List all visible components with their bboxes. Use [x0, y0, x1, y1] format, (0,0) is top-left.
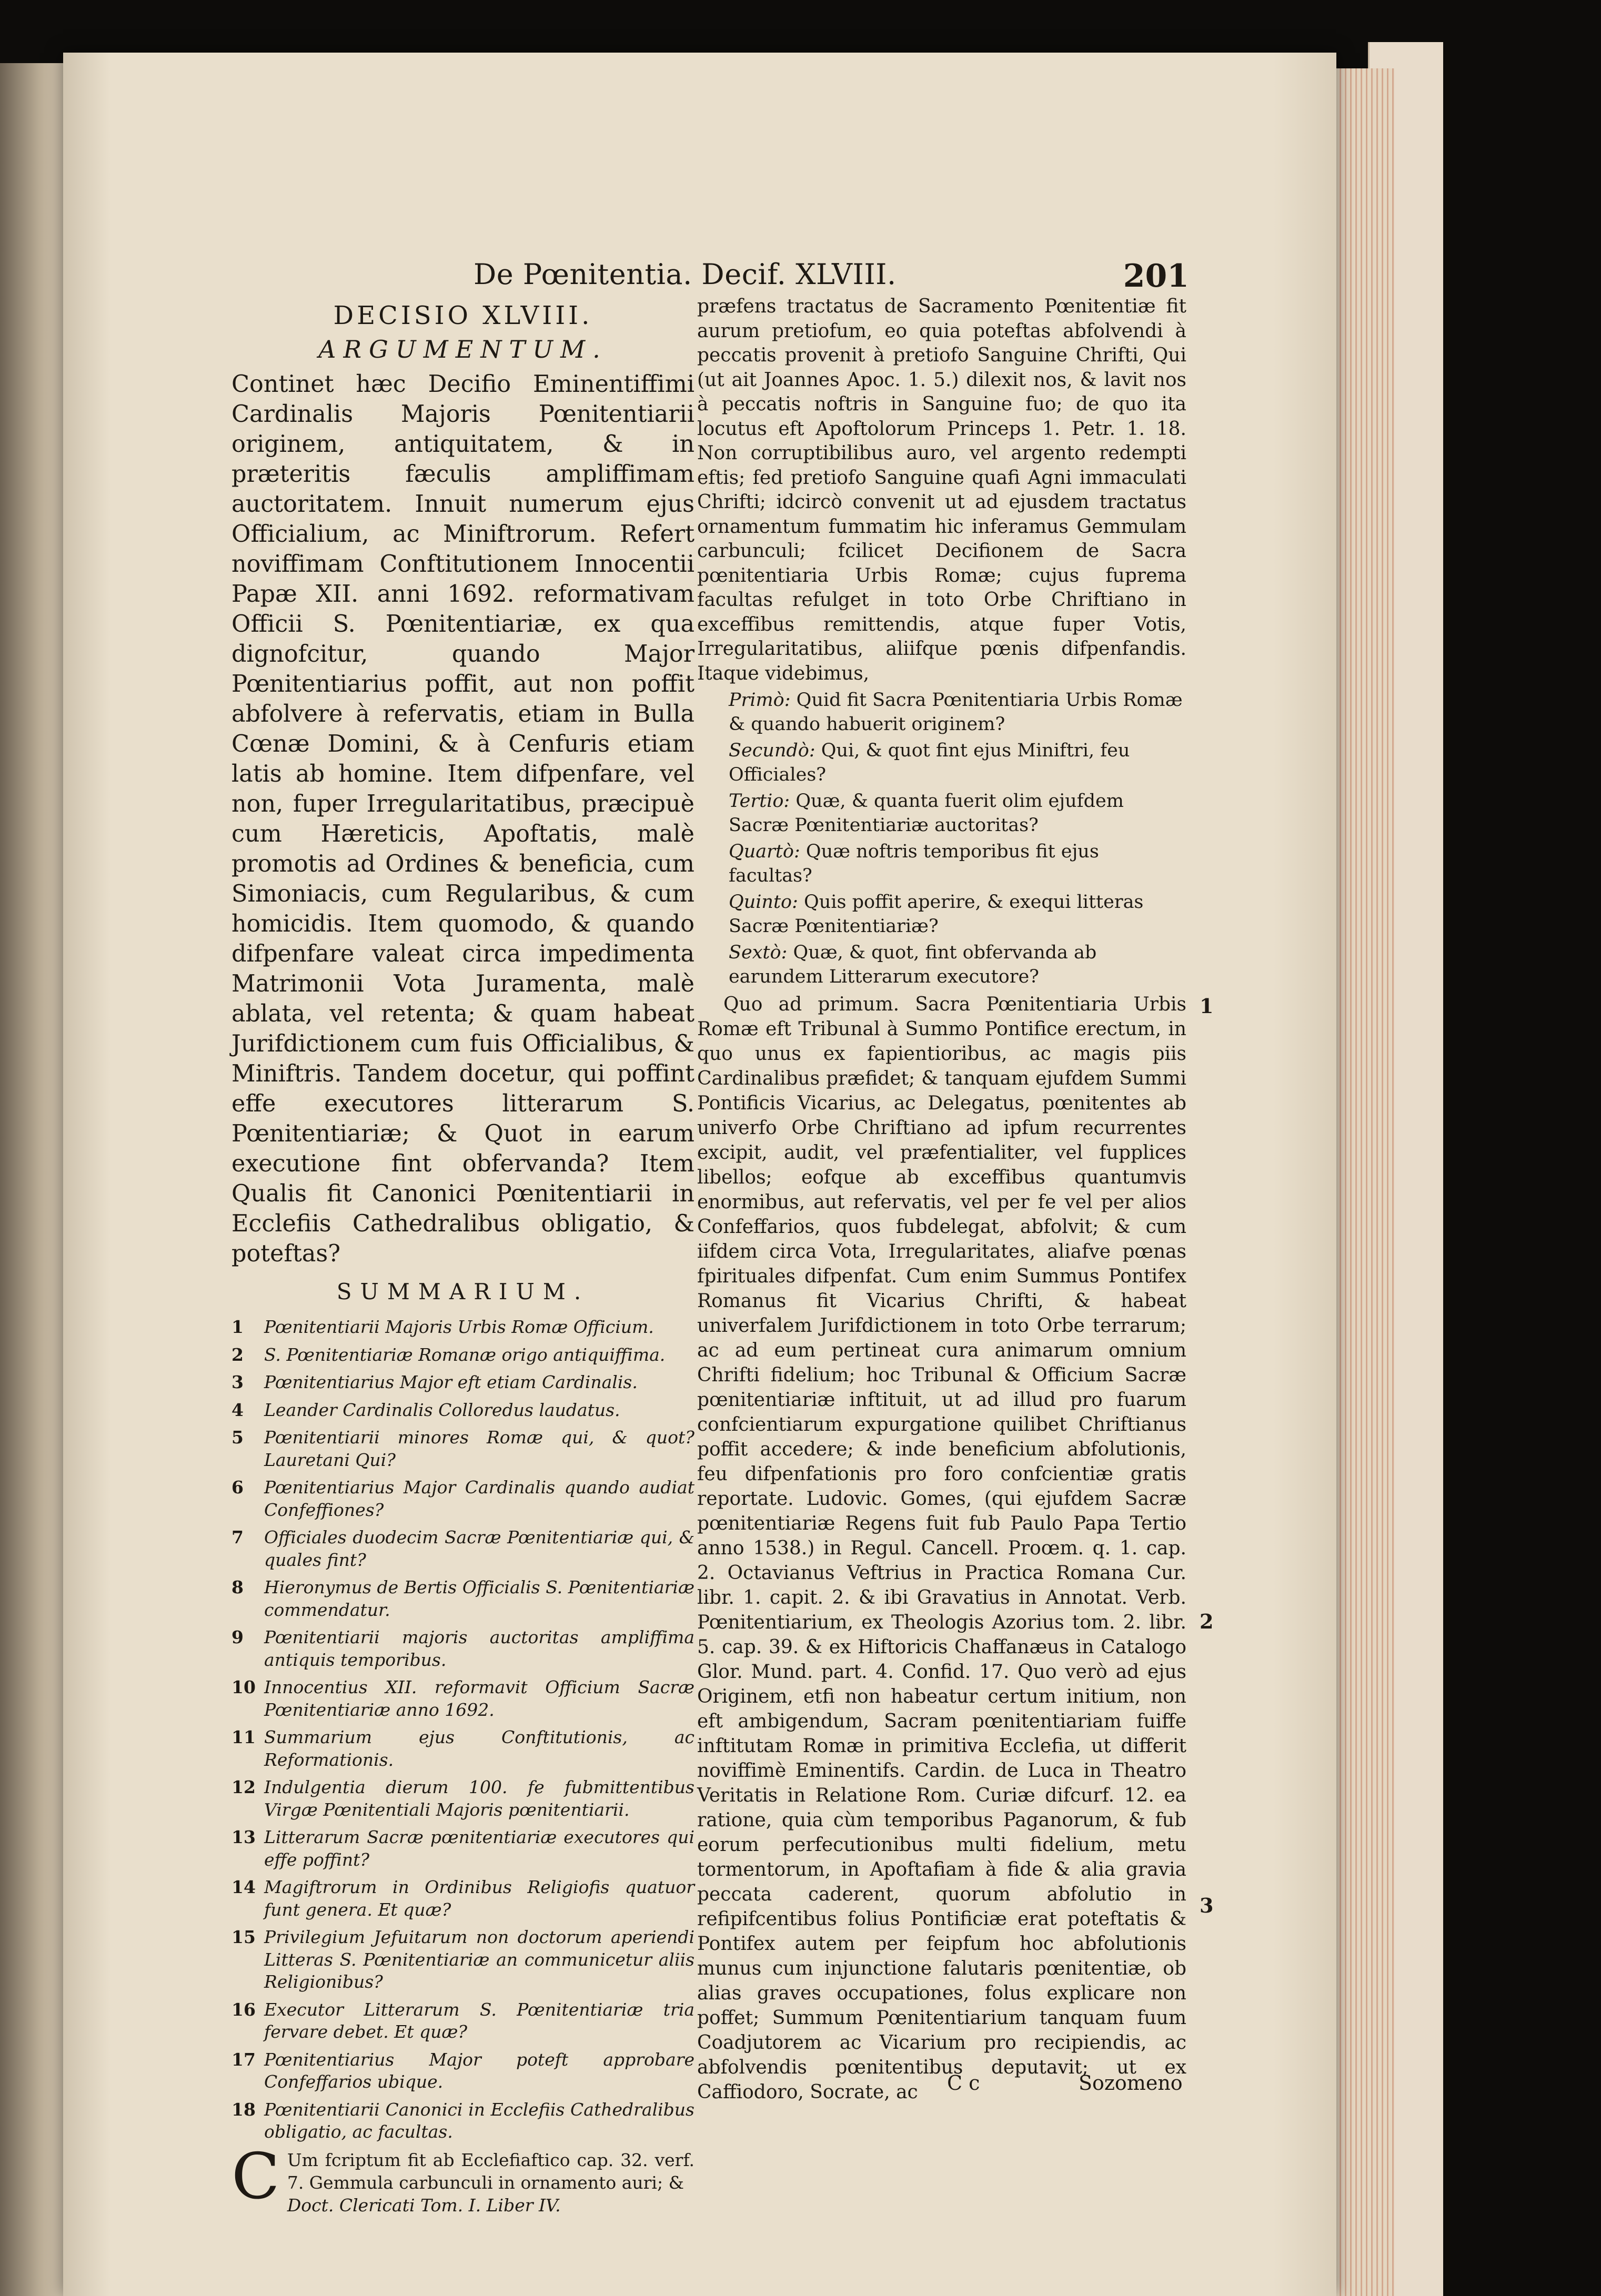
body-paragraph: Quo ad primum. Sacra Pœnitentiaria Urbis Romæ eft Tribunal à Summo Pontifice erectum, in quo unus ex fapientioribus, ac magis piis Cardinalibus præfidet; & tanquam ejufdem Summi Pontificis Vicarius, ac Delegatus, pœnitentes ab univerfo Orbe Chriftiano ad ipfum recurrentes excipit, audit, vel præfentialiter, vel fupplices libellos; eofque ab exceffibus quantumvis enormibus, aut refervatis, vel per fe vel per alios Confeffarios, quos fubdelegat, abfolvit; & cum iifdem circa Vota, Irregularitates, aliafve pœnas fpirituales difpenfat. Cum enim Summus Pontifex Romanus fit Vicarius Chrifti, & habeat univerfalem Jurifdictionem in toto Orbe terrarum; ac ad eum pertineat cura animarum omnium Chrifti fidelium; hoc Tribunal & Officium Sacræ pœnitentiariæ inftituit, ut ad illud pro fuarum confcientiarum expurgatione quilibet Chriftianus poffit accedere; & inde beneficium abfolutionis, feu difpenfationis pro foro confcientiæ gratis reportate. Ludovic. Gomes, (qui ejufdem Sacræ pœnitentiariæ Regens fuit fub Paulo Papa Tertio anno 1538.) in Regul. Cancell. Proœm. q. 1. cap. 2. Octavianus Veftrius in Practica Romana Cur. libr. 1. capit. 2. & ibi Gravatius in Annotat. Verb. Pœnitentiarium, ex Theologis Azorius tom. 2. libr. 5. cap. 39. & ex Hiftoricis Chaffanæus in Catalogo Glor. Mund. part. 4. Confid. 17. Quo verò ad ejus Originem, etfi non habeatur certum initium, non eft ambigendum, Sacram pœnitentiariam fuiffe inftitutam Romæ in primitiva Ecclefia, ut differit noviffimè Eminentifs. Cardin. de Luca in Theatro Veritatis in Relatione Rom. Curiæ difcurf. 12. ea ratione, quia cùm temporibus Paganorum, & fub eorum perfecutionibus multi fidelium, metu tormentorum, in Apoftafiam à fide & alia gravia peccata caderent, quorum abfolutio in refipifcentibus folius Pontificiæ erat poteftatis & Pontifex autem per feipfum hoc abfolutionis munus cum injunctione falutaris pœnitentiæ, ob alias graves occupationes, folus explicare non poffet; Summum Pœnitentiarium tanquam fuum Coadjutorem ac Vicarium pro recipiendis, ac abfolvendis pœnitentibus deputavit; ut ex Caffiodoro, Socrate, ac	[697, 994, 1186, 2103]
decision-opening	[231, 2140, 694, 2217]
summary-number: 17	[231, 2049, 256, 2070]
summary-text: Indulgentia dierum 100. fe fubmittentibus Virgæ Pœnitentiali Majoris pœnitentiarii.	[264, 1777, 694, 1820]
summary-number: 9	[231, 1627, 244, 1647]
left-column	[231, 299, 694, 2217]
summary-item	[231, 2049, 694, 2093]
query-text: Quis poffit aperire, & exequi litteras Sacræ Pœnitentiariæ?	[729, 892, 1144, 937]
summary-text: Pœnitentiarius Major Cardinalis quando audiat Confeffiones?	[264, 1477, 694, 1520]
summary-text: Litterarum Sacræ pœnitentiariæ executores qui effe poffint?	[264, 1827, 694, 1870]
summary-text: Privilegium Jefuitarum non doctorum aperiendi Litteras S. Pœnitentiariæ an communicetur aliis Religionibus?	[264, 1927, 694, 1992]
running-title: De Pœnitentia. Decif. XLVIII.	[474, 258, 897, 291]
summary-number: 10	[231, 1677, 256, 1697]
summary-item	[231, 1676, 694, 1721]
query-item	[729, 940, 1186, 989]
summary-item	[231, 1371, 694, 1394]
summary-item	[231, 1476, 694, 1521]
query-item	[729, 688, 1186, 736]
argumentum-text: Continet hæc Decifio Eminentiffimi Cardinalis Majoris Pœnitentiarii originem, antiquitatem, & in præteritis fæculis ampliffimam auctoritatem. Innuit numerum ejus Officialium, ac Miniftrorum. Refert noviffimam Conftitutionem Innocentii Papæ XII. anni 1692. reformativam Officii S. Pœnitentiariæ, ex qua dignofcitur, quando Major Pœnitentiarius poffit, aut non poffit abfolvere à refervatis, etiam in Bulla Cœnæ Domini, & à Cenfuris etiam latis ab homine. Item difpenfare, vel non, fuper Irregularitatibus, præcipuè cum Hæreticis, Apoftatis, malè promotis ad Ordines & beneficia, cum Simoniacis, cum Regularibus, & cum homicidis. Item quomodo, & quando difpenfare valeat circa impedimenta Matrimonii Vota Juramenta, malè ablata, vel retenta; & quam habeat Jurifdictionem cum fuis Officialibus, & Miniftris. Tandem docetur, qui poffint effe executores litterarum S. Pœnitentiariæ; & Quot in earum executione fint obfervanda? Item Qualis fit Canonici Pœnitentiarii in Ecclefiis Cathedralibus obligatio, & poteftas?	[231, 371, 694, 1267]
summary-item	[231, 1776, 694, 1821]
summary-item	[231, 1826, 694, 1871]
query-key: Secundò:	[729, 740, 815, 761]
summary-item	[231, 1316, 694, 1339]
summary-number: 5	[231, 1427, 244, 1448]
summary-text: Summarium ejus Conftitutionis, ac Reformationis.	[264, 1727, 694, 1770]
query-text: Qui, & quot fint ejus Miniftri, feu Officiales?	[729, 740, 1130, 785]
summary-number: 11	[231, 1727, 256, 1747]
summary-text: Pœnitentiarii minores Romæ qui, & quot? Lauretani Qui?	[264, 1427, 694, 1470]
query-text: Quæ, & quanta fuerit olim ejufdem Sacræ Pœnitentiariæ auctoritas?	[729, 791, 1124, 836]
summarium-heading: SUMMARIUM.	[336, 1279, 590, 1304]
summary-number: 12	[231, 1777, 256, 1797]
summary-item	[231, 1626, 694, 1671]
summary-number: 1	[231, 1317, 244, 1337]
summary-number: 4	[231, 1399, 244, 1420]
query-item	[729, 839, 1186, 888]
summary-item	[231, 2099, 694, 2143]
page-number: 201	[1123, 258, 1189, 295]
right-column	[697, 295, 1186, 2105]
summary-item	[231, 1576, 694, 1621]
summary-text: Hieronymus de Bertis Officialis S. Pœnitentiariæ commendatur.	[264, 1577, 694, 1620]
summary-item	[231, 1926, 694, 1994]
summary-number: 6	[231, 1477, 244, 1498]
query-item	[729, 739, 1186, 787]
margin-number: 1	[1200, 994, 1214, 1018]
summary-number: 16	[231, 1999, 256, 2020]
query-text: Quæ noftris temporibus fit ejus facultas?	[729, 841, 1099, 886]
query-key: Quartò:	[729, 841, 800, 862]
summary-text: Pœnitentiarii Majoris Urbis Romæ Officium.	[264, 1317, 654, 1337]
drop-cap: C	[231, 2140, 280, 2213]
summary-number: 15	[231, 1927, 256, 1947]
summary-item	[231, 1999, 694, 2044]
summary-text: Innocentius XII. reformavit Officium Sacræ Pœnitentiariæ anno 1692.	[264, 1677, 694, 1720]
query-key: Tertio:	[729, 791, 790, 812]
catchword: Sozomeno	[1079, 2071, 1183, 2095]
signature-mark: C c	[947, 2071, 980, 2095]
running-header	[474, 258, 1189, 300]
summary-text: Pœnitentiarius Major eft etiam Cardinalis.	[264, 1372, 638, 1392]
body-paragraph: præfens tractatus de Sacramento Pœnitentiæ fit aurum pretiofum, eo quia poteftas abfolvendi à peccatis provenit à pretiofo Sanguine Chrifti, Qui (ut ait Joannes Apoc. 1. 5.) dilexit nos, & lavit nos à peccatis noftris in Sanguine fuo; de quo ita locutus eft Apoftolorum Princeps 1. Petr. 1. 18. Non corruptibilibus auro, vel argento redempti eftis; fed pretiofo Sanguine quafi Agni immaculati Chrifti; idcircò convenit ut ad ejusdem tractatus ornamentum fummatim hic inferamus Gemmulam carbunculi; fcilicet Decifionem de Sacra pœnitentiaria Urbis Romæ; cujus fuprema facultas refulget in toto Orbe Chriftiano in exceffibus remittendis, atque fuper Votis, Irregularitatibus, aliifque pœnis difpenfandis. Itaque videbimus,	[697, 296, 1186, 684]
summary-number: 2	[231, 1344, 244, 1365]
summary-text: Leander Cardinalis Colloredus laudatus.	[264, 1399, 620, 1420]
summary-number: 14	[231, 1877, 256, 1897]
facing-page-edge	[0, 63, 68, 2296]
query-item	[729, 890, 1186, 938]
summary-item	[231, 1427, 694, 1471]
summary-item	[231, 1344, 694, 1367]
summary-number: 13	[231, 1827, 256, 1847]
summary-item	[231, 1526, 694, 1571]
query-key: Primò:	[729, 690, 791, 711]
query-text: Quæ, & quot, fint obfervanda ab earundem Litterarum executore?	[729, 942, 1097, 987]
summary-list	[231, 1316, 694, 2143]
decisio-heading: DECISIO XLVIII.	[333, 301, 593, 330]
summary-item	[231, 1726, 694, 1771]
book-page	[63, 53, 1336, 2296]
page-edges	[1336, 68, 1394, 2296]
summary-number: 8	[231, 1577, 244, 1597]
summary-number: 3	[231, 1372, 244, 1392]
query-key: Sextò:	[729, 942, 788, 963]
summary-item	[231, 1876, 694, 1921]
summary-number: 18	[231, 2099, 256, 2120]
query-text: Quid fit Sacra Pœnitentiaria Urbis Romæ & quando habuerit originem?	[729, 690, 1183, 735]
summary-text: Pœnitentiarii Canonici in Ecclefiis Cathedralibus obligatio, ac facultas.	[264, 2099, 694, 2142]
summary-text: Magiftrorum in Ordinibus Religiofis quatuor funt genera. Et quæ?	[264, 1877, 694, 1920]
summary-number: 7	[231, 1527, 244, 1547]
decision-text: Um fcriptum fit ab Ecclefiaftico cap. 32. verf. 7. Gemmula carbunculi in ornamento auri; &	[287, 2149, 694, 2193]
decision-reference: Doct. Clericati Tom. I. Liber IV.	[287, 2194, 561, 2216]
summary-text: Pœnitentiarius Major poteft approbare Confeffarios ubique.	[264, 2049, 694, 2092]
summary-text: Executor Litterarum S. Pœnitentiariæ tria fervare debet. Et quæ?	[264, 1999, 694, 2042]
summary-text: S. Pœnitentiariæ Romanæ origo antiquiffima.	[264, 1344, 666, 1365]
argumentum-heading: ARGUMENTUM.	[318, 335, 608, 363]
summary-text: Pœnitentiarii majoris auctoritas ampliffima antiquis temporibus.	[264, 1627, 694, 1670]
margin-number: 2	[1200, 1610, 1214, 1633]
query-list	[697, 688, 1186, 989]
summary-item	[231, 1399, 694, 1422]
summary-text: Officiales duodecim Sacræ Pœnitentiariæ qui, & quales fint?	[264, 1527, 694, 1570]
margin-number: 3	[1200, 1894, 1214, 1917]
query-key: Quinto:	[729, 892, 798, 913]
query-item	[729, 789, 1186, 837]
